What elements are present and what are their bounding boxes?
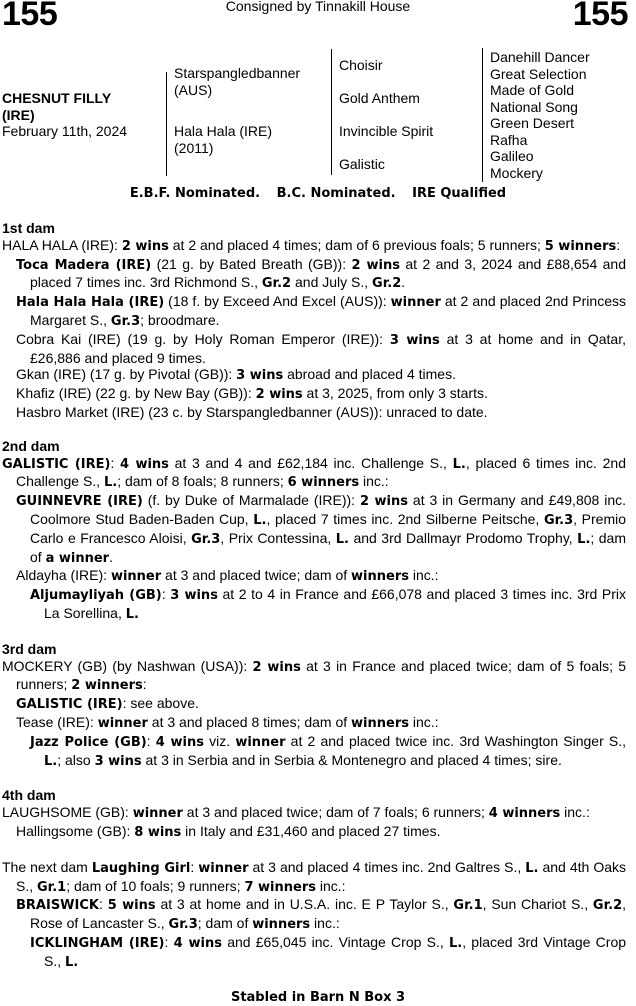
progeny-entry: Hallingsome (GB): 8 wins in Italy and £31,460 and placed 27 times. <box>16 822 441 840</box>
horse-name: CHESNUT FILLY <box>2 90 112 106</box>
ggp-4: National Song <box>490 98 578 115</box>
ggp-1: Danehill Dancer <box>490 49 590 65</box>
section-title-2nd-dam: 2nd dam <box>2 437 60 454</box>
catalogue-body <box>2 220 626 971</box>
ebf-nominated: E.B.F. Nominated. <box>129 186 261 201</box>
progeny-entry: Hala Hala Hala (IRE) (18 f. by Exceed And Excel (AUS)): winner at 2 and placed 2nd Princess Margaret S., Gr.3; broodmare. <box>16 293 626 329</box>
dam-entry: GALISTIC (IRE): 4 wins at 3 and 4 and £62,184 inc. Challenge S., L., placed 6 times inc. 2nd Challenge S., L.; dam of 8 foals; 8 runners; 6 winners inc.: <box>2 454 626 491</box>
section-title-3rd-dam: 3rd dam <box>2 640 57 657</box>
progeny-entry: Toca Madera (IRE) (21 g. by Bated Breath (GB)): 2 wins at 2 and 3, 2024 and £88,654 and placed 7 times inc. 3rd Richmond S., Gr.2 and July S., Gr.2. <box>16 255 626 292</box>
ggp-8: Mockery <box>490 164 543 181</box>
grand-progeny-entry: Jazz Police (GB): 4 wins viz. winner at 2 and placed twice inc. 3rd Washington Singer S., L.; also 3 wins at 3 in Serbia and in Serbia & Montenegro and placed 4 times; sire. <box>30 732 627 769</box>
horse-origin: (IRE) <box>2 106 35 123</box>
dam-entry: LAUGHSOME (GB): winner at 3 and placed twice; dam of 7 foals; 6 runners; 4 winners inc.: <box>2 804 590 822</box>
bc-nominated: B.C. Nominated. <box>276 186 396 201</box>
pedigree-divider-3 <box>482 48 483 182</box>
sire-sire: Choisir <box>339 57 383 73</box>
consignor: Consigned by Tinnakill House <box>225 0 411 14</box>
ggp-7: Galileo <box>490 148 534 164</box>
progeny-entry: GUINNEVRE (IRE) (f. by Duke of Marmalade (IRE)): 2 wins at 3 in Germany and £49,808 inc. Coolmore Stud Baden-Baden Cup, L., placed 7 times inc. 2nd Silberne Peitsche, Gr.3, Premio Carlo e Francesco Aloisi, Gr.3, Prix Contessina, L. and 3rd Dallmayr Prodomo Trophy, L.; dam of a winner. <box>16 492 627 566</box>
dam-entry: MOCKERY (GB) (by Nashwan (USA)): 2 wins at 3 in France and placed twice; dam of 5 foals; 5 runners; 2 winners: <box>2 657 627 694</box>
ggp-3: Made of Gold <box>490 82 575 98</box>
stabled-location: Stabled in Barn N Box 3 <box>230 990 406 1005</box>
section-title-1st-dam: 1st dam <box>2 220 55 236</box>
pedigree-divider-1 <box>166 72 167 176</box>
progeny-entry: Tease (IRE): winner at 3 and placed 8 times; dam of winners inc.: <box>16 713 439 731</box>
dam-entry: HALA HALA (IRE): 2 wins at 2 and placed 4 times; dam of 6 previous foals; 5 runners; 5 winners: <box>2 236 621 254</box>
progeny-entry: Cobra Kai (IRE) (19 g. by Holy Roman Emperor (IRE)): 3 wins at 3 at home and in Qatar, £26,886 and placed 9 times. <box>16 330 626 366</box>
great-grandparents <box>490 49 590 181</box>
ggp-2: Great Selection <box>490 65 587 82</box>
progeny-entry: BRAISWICK: 5 wins at 3 at home and in U.S.A. inc. E P Taylor S., Gr.1, Sun Chariot S., Gr.2, Rose of Lancaster S., Gr.3; dam of winners inc.: <box>16 896 627 933</box>
grand-progeny-entry: ICKLINGHAM (IRE): 4 wins and £65,045 inc. Vintage Crop S., L., placed 3rd Vintage Crop S., L. <box>30 933 627 970</box>
horse-info <box>2 90 162 140</box>
horse-dob: February 11th, 2024 <box>2 123 128 139</box>
progeny-entry: Aldayha (IRE): winner at 3 and placed twice; dam of winners inc.: <box>16 567 439 585</box>
nominations <box>0 186 636 203</box>
progeny-entry: Khafiz (IRE) (22 g. by New Bay (GB)): 2 wins at 3, 2025, from only 3 starts. <box>16 385 488 403</box>
progeny-entry: Hasbro Market (IRE) (23 c. by Starspangledbanner (AUS)): unraced to date. <box>16 403 488 420</box>
ire-qualified: IRE Qualified <box>412 186 507 201</box>
progeny-entry: Gkan (IRE) (17 g. by Pivotal (GB)): 3 wins abroad and placed 4 times. <box>16 366 456 384</box>
pedigree-divider-2 <box>331 49 332 175</box>
pedigree-table <box>0 48 636 184</box>
sire: Starspangledbanner (AUS) <box>174 65 301 98</box>
dam-dam: Galistic <box>339 156 385 172</box>
dam: Hala Hala (IRE) (2011) <box>174 123 273 156</box>
section-title-4th-dam: 4th dam <box>2 787 56 804</box>
lot-number-left: 155 <box>2 0 58 33</box>
lot-number-right: 155 <box>572 0 628 33</box>
progeny-entry: GALISTIC (IRE): see above. <box>16 695 199 713</box>
dam-sire: Invincible Spirit <box>339 123 434 139</box>
next-dam-entry: The next dam Laughing Girl: winner at 3 and placed 4 times inc. 2nd Galtres S., L. and 4th Oaks S., Gr.1; dam of 10 foals; 9 runners; 7 winners inc.: <box>2 858 626 895</box>
ggp-5: Green Desert <box>490 115 575 131</box>
sire-dam: Gold Anthem <box>339 90 420 106</box>
ggp-6: Rafha <box>490 131 528 148</box>
grand-progeny-entry: Aljumayliyah (GB): 3 wins at 2 to 4 in France and £66,078 and placed 3 times inc. 3rd Prix La Sorellina, L. <box>30 586 627 622</box>
